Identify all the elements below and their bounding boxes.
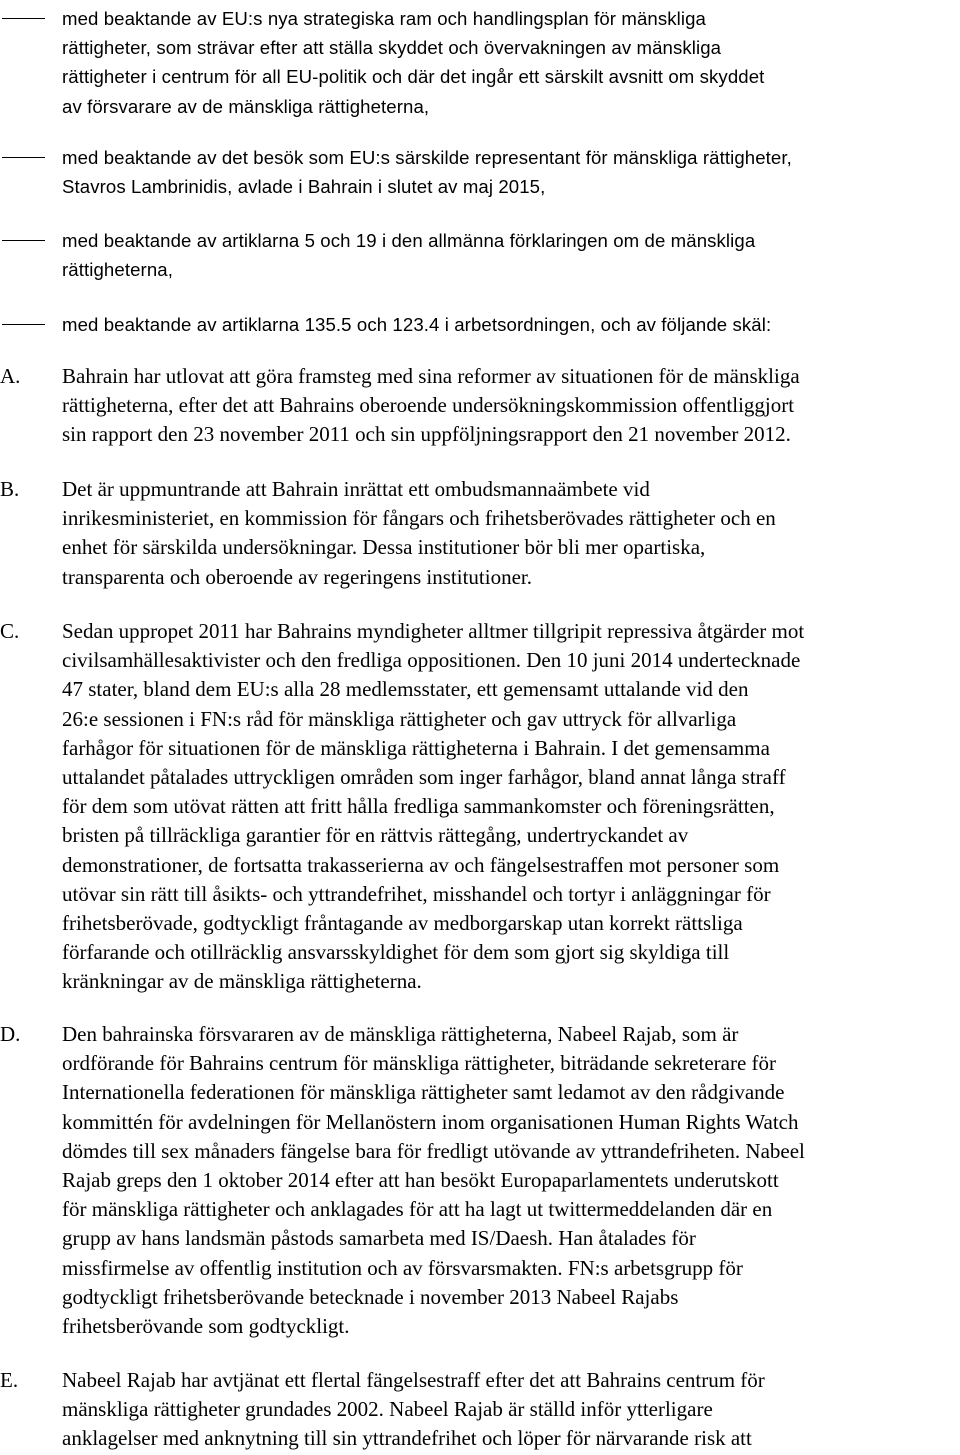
- recital-text: Bahrain har utlovat att göra framsteg med sina reformer av situationen för de mänskliga rättigheterna, efter det att Bahrains oberoende undersökningskommission offentliggjort sin rapport den 23 november 2011 och sin uppföljningsrapport den 21 november 2012.: [62, 364, 800, 447]
- recital-letter: E.: [0, 1368, 19, 1392]
- citation-text: med beaktande av artiklarna 135.5 och 123.4 i arbetsordningen, och av följande skäl:: [62, 314, 772, 335]
- recital-letter: A.: [0, 364, 21, 388]
- recital-text: Nabeel Rajab har avtjänat ett flertal fängelsestraff efter det att Bahrains centrum för mänskliga rättigheter grundades 2002. Nabeel Rajab är ställd inför ytterligare anklagelser med anknytning till sin yttrandefrihet och löper för närvarande risk att: [62, 1368, 765, 1451]
- recital-letter: D.: [0, 1022, 21, 1046]
- recital-letter: C.: [0, 619, 20, 643]
- recital-text: Det är uppmuntrande att Bahrain inrättat ett ombudsmannaämbete vid inrikesministeriet, en kommission för fångars och frihetsberövades rättigheter och en enhet för särskilda undersökningar. Dessa institutioner bör bli mer opartiska, transparenta och oberoende av regeringens institutioner.: [62, 477, 776, 589]
- dash-marker: [2, 157, 45, 158]
- citation-text: med beaktande av det besök som EU:s särskilde representant för mänskliga rättigheter, Stavros Lambrinidis, avlade i Bahrain i slutet av maj 2015,: [62, 147, 792, 198]
- dash-marker: [2, 18, 45, 19]
- dash-marker: [2, 324, 45, 325]
- dash-marker: [2, 240, 45, 241]
- citation-text: med beaktande av artiklarna 5 och 19 i den allmänna förklaringen om de mänskliga rättigheterna,: [62, 230, 756, 281]
- recital-text: Den bahrainska försvararen av de mänskliga rättigheterna, Nabeel Rajab, som är ordförande för Bahrains centrum för mänskliga rättigheter, biträdande sekreterare för Internationella federationen för mänskliga rättigheter samt ledamot av den rådgivande kommittén för avdelningen för Mellanöstern inom organisationen Human Rights Watch dömdes till sex månaders fängelse bara för fredligt utövande av yttrandefriheten. Nabeel Rajab greps den 1 oktober 2014 efter att han besökt Europaparlamentets underutskott för mänskliga rättigheter och anklagades för att ha lagt ut twittermeddelanden där en grupp av hans landsmän påstods samarbeta med IS/Daesh. Han åtalades för missfirmelse av offentlig institution och av försvarsmakten. FN:s arbetsgrupp för godtyckligt frihetsberövande betecknade i november 2013 Nabeel Rajabs frihetsberövande som godtyckligt.: [62, 1022, 805, 1339]
- citation-text: med beaktande av EU:s nya strategiska ram och handlingsplan för mänskliga rättigheter, som strävar efter att ställa skyddet och övervakningen av mänskliga rättigheter i centrum för all EU-politik och där det ingår ett särskilt avsnitt om skyddet av försvarare av de mänskliga rättigheterna,: [62, 8, 765, 117]
- recital-letter: B.: [0, 477, 20, 501]
- recital-text: Sedan uppropet 2011 har Bahrains myndigheter alltmer tillgripit repressiva åtgärder mot civilsamhällesaktivister och den fredliga oppositionen. Den 10 juni 2014 undertecknade 47 stater, bland dem EU:s alla 28 medlemsstater, ett gemensamt uttalande vid den 26:e sessionen i FN:s råd för mänskliga rättigheter och gav uttryck för allvarliga farhågor för situationen för de mänskliga rättigheterna i Bahrain. I det gemensamma uttalandet påtalades uttryckligen områden som inger farhågor, bland annat långa straff för dem som utövat rätten att fritt hålla fredliga sammankomster och föreningsrätten, bristen på tillräckliga garantier för en rättvis rättegång, undertryckandet av demonstrationer, de fortsatta trakasserierna av och fängelsestraffen mot personer som utövar sin rätt till åsikts- och yttrandefrihet, misshandel och tortyr i anläggningar för frihetsberövade, godtyckligt fråntagande av medborgarskap utan korrekt rättsliga förfarande och otillräcklig ansvarsskyldighet för dem som gjort sig skyldiga till kränkningar av de mänskliga rättigheterna.: [62, 619, 805, 994]
